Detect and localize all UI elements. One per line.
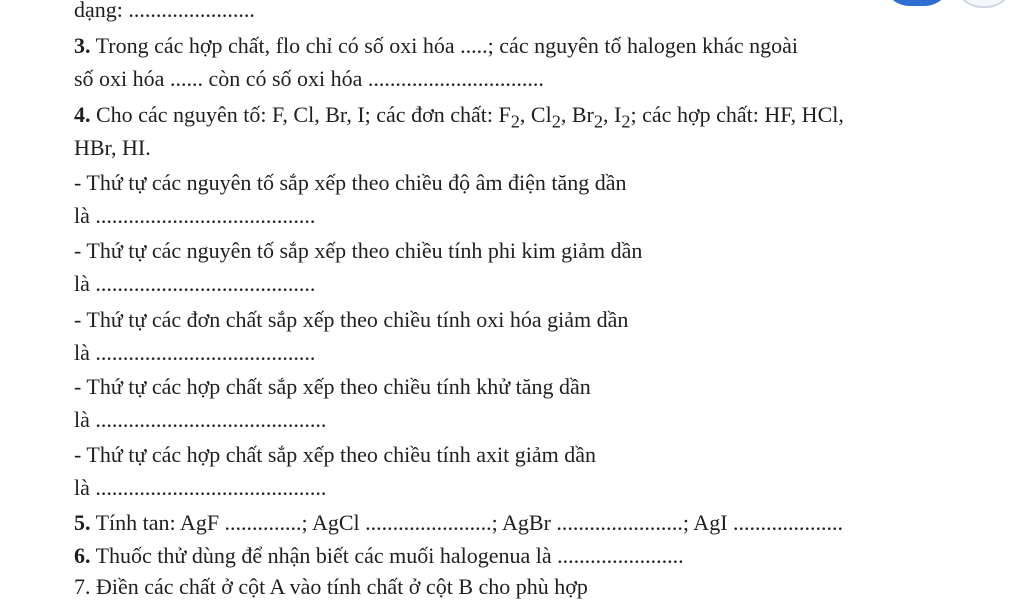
question-4-line-2: HBr, HI. (74, 135, 151, 160)
ordering-item-4: - Thứ tự các hợp chất sắp xếp theo chiều tính khử tăng dần (74, 374, 591, 399)
ordering-answer-5: là .......................................... (74, 475, 327, 500)
ordering-answer-3: là ........................................ (74, 340, 316, 365)
line-dang: dạng: ....................... (74, 0, 255, 22)
question-4-line-1: 4. Cho các nguyên tố: F, Cl, Br, I; các đơn chất: $F_2$, $Cl_2$, $Br_2$, $I_2$; các hợp chất: HF, HCl, (74, 102, 844, 132)
question-number: 6. (74, 543, 91, 568)
question-text: Trong các hợp chất, flo chỉ có số oxi hóa .....; các nguyên tố halogen khác ngoài (90, 33, 799, 58)
question-7-cut-off: 7. Điền các chất ở cột A vào tính chất ở cột B cho phù hợp (74, 574, 588, 599)
question-text: Tính tan: AgF ..............; AgCl .......................; AgBr .......................; AgI .................... (90, 510, 844, 535)
question-number: 5. (74, 510, 91, 535)
ordering-answer-2: là ........................................ (74, 271, 316, 296)
question-text: Thuốc thử dùng để nhận biết các muối halogenua là ....................... (90, 543, 684, 568)
formula-cl2: $Cl_2$ (530, 102, 561, 132)
corner-decoration-arc (954, 0, 1014, 8)
question-number: 4. (74, 102, 91, 127)
corner-decoration (882, 0, 952, 6)
ordering-answer-1: là ........................................ (74, 203, 316, 228)
ordering-item-5: - Thứ tự các hợp chất sắp xếp theo chiều tính axit giảm dần (74, 442, 596, 467)
formula-i2: $I_2$ (614, 102, 631, 132)
ordering-item-1: - Thứ tự các nguyên tố sắp xếp theo chiều độ âm điện tăng dần (74, 170, 627, 195)
ordering-item-3: - Thứ tự các đơn chất sắp xếp theo chiều tính oxi hóa giảm dần (74, 307, 629, 332)
formula-f2: $F_2$ (498, 102, 520, 132)
question-text: Cho các nguyên tố: F, Cl, Br, I; các đơn chất: (90, 102, 499, 127)
question-3-line-1 (74, 32, 798, 60)
question-number: 3. (74, 33, 91, 58)
formula-br2: $Br_2$ (571, 102, 604, 132)
question-text: ; các hợp chất: HF, HCl, (630, 102, 844, 127)
question-6 (74, 542, 684, 570)
ordering-item-2: - Thứ tự các nguyên tố sắp xếp theo chiều tính phi kim giảm dần (74, 238, 643, 263)
question-3-line-2: số oxi hóa ...... còn có số oxi hóa ................................ (74, 66, 544, 91)
question-5 (74, 509, 843, 537)
ordering-answer-4: là .......................................... (74, 407, 327, 432)
